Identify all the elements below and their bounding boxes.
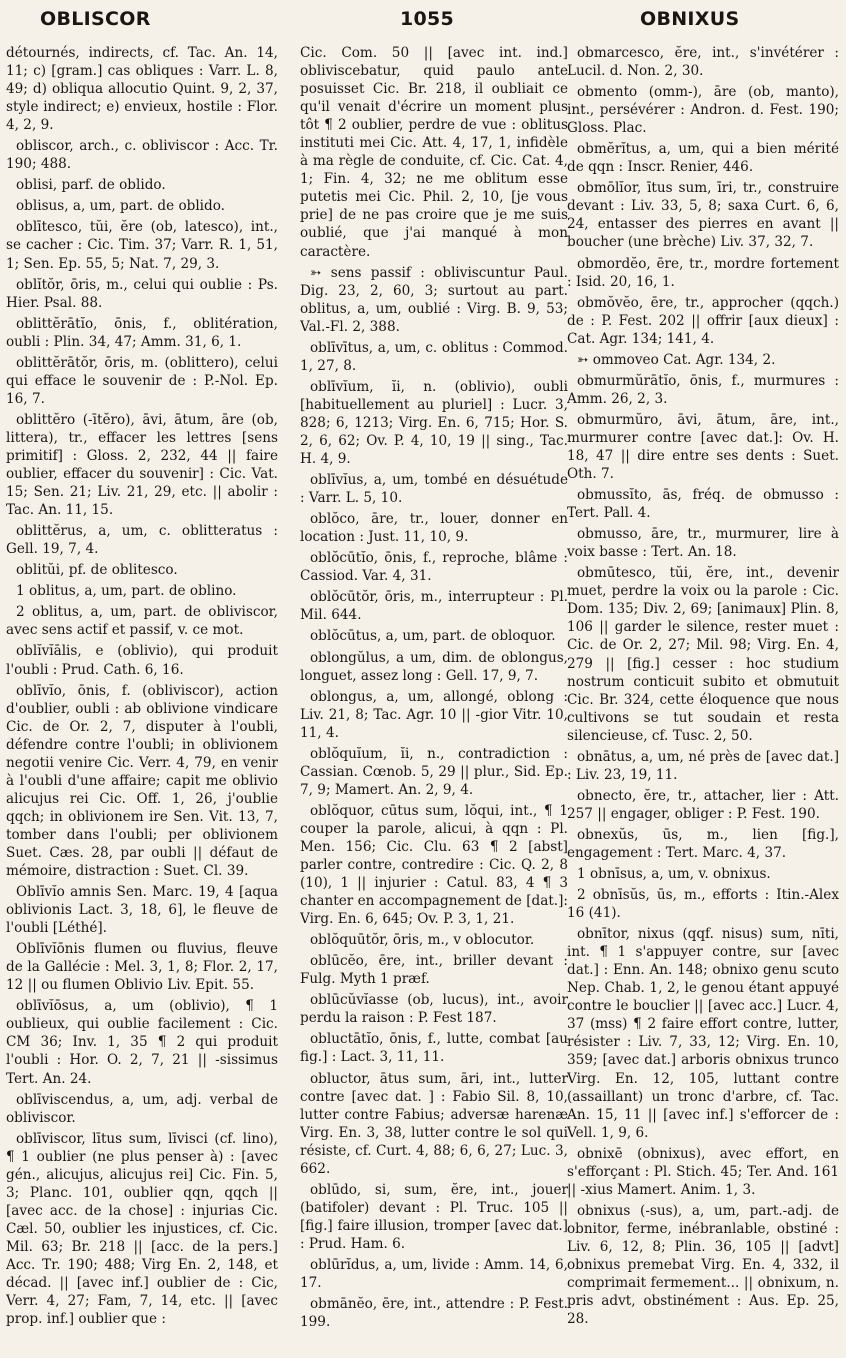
dictionary-entry: oblīviscendus, a, um, adj. verbal de obliviscor. — [6, 1091, 278, 1126]
dictionary-entry: oblŏquĭum, ĭi, n., contradiction : Cassian. Cœnob. 5, 29 || plur., Sid. Ep. 7, 9; Mamert. An. 2, 9, 4. — [300, 745, 568, 798]
dictionary-entry: oblŏquūtŏr, ōris, m., v oblocutor. — [310, 932, 535, 949]
dictionary-entry: Oblīvĭōnis flumen ou fluvius, fleuve de la Gallécie : Mel. 3, 1, 8; Flor. 2, 17, 12 || ou flumen Oblivio Liv. Epit. 55. — [6, 941, 278, 994]
dictionary-entry: obmūtesco, tŭi, ĕre, int., devenir muet, perdre la voix ou la parole : Cic. Dom. 135; Div. 2, 69; [animaux] Plin. 8, 106 || garder le silence, rester muet : Cic. de Or. 2, 27; Mil. 98; Virg. En. 4, 279 || [fig.] cesser : hoc studium nostrum conticuit subito et obmutuit Cic. Br. 324, cette éloquence que nous cultivons se tut soudain et resta silencieuse, cf. Tusc. 2, 50. — [567, 565, 839, 744]
dictionary-entry: obnixē (obnixus), avec effort, en s'efforçant : Pl. Stich. 45; Ter. And. 161 || -xius Mamert. Anim. 1, 3. — [567, 1145, 839, 1198]
dictionary-entry: Cic. Com. 50 || [avec int. ind.] obliviscebatur, quid paulo ante posuisset Cic. Br. 218, il oubliait ce qu'il venait d'écrire un moment plus tôt ¶ 2 oublier, perdre de vue : oblitus instituti mei Cic. Att. 4, 17, 1, infidèle à ma règle de conduite, cf. Cic. Cat. 4, 1; Fin. 4, 32; ne me oblitum esse putetis mei Cic. Phil. 2, 10, [je vous prie] de ne pas croire que je me suis oublié, que j'ai manqué à mon caractère. — [300, 45, 568, 260]
dictionary-entry: oblĭtŏr, ōris, m., celui qui oublie : Ps. Hier. Psal. 88. — [6, 276, 278, 311]
dictionary-entry: ➳ ommoveo Cat. Agr. 134, 2. — [577, 351, 776, 368]
dictionary-entry: oblittĕrus, a, um, c. oblitteratus : Gell. 19, 7, 4. — [6, 523, 278, 558]
dictionary-entry: oblŏquor, cūtus sum, lŏqui, int., ¶ 1 couper la parole, alicui, à qqn : Pl. Men. 156; Cic. Clu. 63 ¶ 2 [abst] parler contre, contredire : Cic. Q. 2, 8 (10), 1 || injurier : Catul. 83, 4 ¶ 3 chanter en accompagnement de [dat.]: Virg. En. 6, 645; Ov. P. 3, 1, 21. — [300, 802, 568, 928]
dictionary-entry: oblŏco, āre, tr., louer, donner en location : Just. 11, 10, 9. — [300, 511, 568, 546]
dictionary-entry: oblisus, a, um, part. de oblido. — [16, 198, 225, 215]
dictionary-entry: obnixus (-sus), a, um, part.-adj. de obnitor, ferme, inébranlable, obstiné : Liv. 6, 12, 8; Plin. 36, 105 || [advt] obnixus premebat Virg. En. 4, 332, il comprimait fermement... || obnixum, n. pris advt, obstinément : Aus. Ep. 25, 28. — [567, 1202, 839, 1328]
dictionary-entry: obluctātĭo, ōnis, f., lutte, combat [au fig.] : Lact. 3, 11, 11. — [300, 1031, 568, 1066]
dictionary-entry: obnexŭs, ūs, m., lien [fig.], engagement : Tert. Marc. 4, 37. — [567, 826, 839, 861]
dictionary-entry: Oblīvĭo amnis Sen. Marc. 19, 4 [aqua oblivionis Lact. 3, 18, 6], le fleuve de l'oubli [Léthé]. — [6, 884, 278, 937]
dictionary-entry: obmordĕo, ēre, tr., mordre fortement : Isid. 20, 16, 1. — [567, 255, 839, 290]
dictionary-entry: obmŏvĕo, ēre, tr., approcher (qqch.) de : P. Fest. 202 || offrir [aux dieux] : Cat. Agr. 134; 141, 4. — [567, 294, 839, 347]
dictionary-entry: oblūcŭvĭasse (ob, lucus), int., avoir perdu la raison : P. Fest 187. — [300, 992, 568, 1027]
dictionary-entry: oblīvĭum, ĭi, n. (oblivio), oubli [habituellement au pluriel] : Lucr. 3, 828; 6, 1213; Virg. En. 6, 715; Hor. S. 2, 6, 62; Ov. P. 4, 10, 19 || sing., Tac. H. 4, 9. — [300, 378, 568, 468]
dictionary-entry: oblŏcūtŏr, ōris, m., interrupteur : Pl. Mil. 644. — [300, 589, 568, 624]
dictionary-entry: obmĕrĭtus, a, um, qui a bien mérité de qqn : Inscr. Renier, 446. — [567, 141, 839, 176]
dictionary-entry: obmurmŭro, āvi, ātum, āre, int., murmurer contre [avec dat.]: Ov. H. 18, 47 || dire entre ses dents : Suet. Oth. 7. — [567, 411, 839, 483]
dictionary-entry: oblittĕro (-ītĕro), āvi, ātum, āre (ob, littera), tr., effacer les lettres [sens primitif] : Gloss. 2, 232, 44 || faire oublier, effacer du souvenir] : Cic. Vat. 15; Sen. 21; Liv. 21, 29, etc. || abolir : Tac. An. 11, 15. — [6, 411, 278, 519]
column-left — [6, 44, 278, 1354]
dictionary-entry: ➳ sens passif : obliviscuntur Paul. Dig. 23, 2, 60, 3; surtout au part. oblitus, a, um, oublié : Virg. B. 9, 53; Val.-Fl. 2, 388. — [300, 264, 568, 335]
running-header — [0, 8, 846, 34]
dictionary-entry: oblongŭlus, a um, dim. de oblongus, longuet, assez long : Gell. 17, 9, 7. — [300, 649, 568, 684]
dictionary-entry: oblongus, a, um, allongé, oblong : Liv. 21, 8; Tac. Agr. 10 || -gior Vitr. 10, 11, 4. — [300, 688, 568, 741]
dictionary-entry: 1 oblitus, a, um, part. de oblino. — [16, 583, 237, 600]
dictionary-entry: obmānĕo, ēre, int., attendre : P. Fest. 199. — [300, 1296, 568, 1331]
dictionary-entry: oblītesco, tŭi, ĕre (ob, latesco), int., se cacher : Cic. Tim. 37; Varr. R. 1, 51, 1; Sen. Ep. 55, 5; Nat. 7, 29, 3. — [6, 219, 278, 272]
dictionary-entry: obmussĭto, ās, fréq. de obmusso : Tert. Pall. 4. — [567, 487, 839, 522]
page-number: 1055 — [400, 8, 455, 30]
dictionary-entry: oblīvĭōsus, a, um (oblivio), ¶ 1 oublieux, qui oublie facilement : Cic. CM 36; Inv. 1, 35 ¶ 2 qui produit l'oubli : Hor. O. 2, 7, 21 || -sissimus Tert. An. 24. — [6, 998, 278, 1087]
dictionary-entry: oblīvĭus, a, um, tombé en désuétude : Varr. L. 5, 10. — [300, 472, 568, 507]
dictionary-entry: obnecto, ĕre, tr., attacher, lier : Att. 257 || engager, obliger : P. Fest. 190. — [567, 787, 839, 822]
dictionary-entry: oblūcĕo, ēre, int., briller devant : Fulg. Myth 1 præf. — [300, 953, 568, 988]
dictionary-entry: 1 obnīsus, a, um, v. obnixus. — [577, 866, 771, 883]
dictionary-entry: oblīvĭo, ōnis, f. (obliviscor), action d'oublier, oubli : ab oblivione vindicare Cic. de Or. 2, 7, disputer à l'oubli, défendre contre l'oubli; in oblivionem negotii venire Cic. Verr. 4, 79, en venir à l'oubli d'une affaire; capit me oblivio alicujus rei Cic. Off. 1, 26, j'oublie qqch; in oblivionem ire Sen. Vit. 13, 7, tomber dans l'oubli; per oblivionem Suet. Cæs. 28, par oubli || défaut de mémoire, distraction : Suet. Cl. 39. — [6, 682, 278, 880]
dictionary-entry: obnātus, a, um, né près de [avec dat.] : Liv. 23, 19, 11. — [567, 748, 839, 783]
dictionary-entry: 2 obnīsŭs, ūs, m., efforts : Itin.-Alex 16 (41). — [567, 887, 839, 922]
dictionary-entry: obluctor, ātus sum, āri, int., lutter contre [avec dat. ] : Fabio Sil. 8, 10, lutter contre Fabius; adversæ harenæ Virg. En. 3, 38, lutter contre le sol qui résiste, cf. Curt. 4, 88; 6, 6, 27; Luc. 3, 662. — [300, 1070, 568, 1177]
dictionary-entry: oblīviscor, lītus sum, līvisci (cf. lino), ¶ 1 oublier (ne plus penser à) : [avec gén., alicujus, alicujus rei] Cic. Fin. 5, 3; Planc. 101, oublier qqn, qqch || [avec acc. de la chose] : injurias Cic. Cæl. 50, oublier les injustices, cf. Cic. Mil. 63; Br. 218 || [acc. de la pers.] Acc. Tr. 190; 488; Virg En. 2, 148, et décad. || [avec inf.] oublier de : Cic, Verr. 4, 27; Fam, 7, 14, etc. || [avec prop. inf.] oublier que : — [6, 1130, 278, 1328]
dictionary-entry: obmurmŭrātĭo, ōnis, f., murmures : Amm. 26, 2, 3. — [567, 372, 839, 407]
dictionary-entry: obnītor, nixus (qqf. nisus) sum, nīti, int. ¶ 1 s'appuyer contre, sur [avec dat.] : Enn. An. 148; obnixo genu scuto Nep. Chab. 1, 2, le genou étant appuyé contre le bouclier || [avec acc.] Lucr. 4, 37 (mss) ¶ 2 faire effort contre, lutter, résister : Liv. 7, 33, 12; Virg. En. 10, 359; [avec dat.] arboris obnixus trunco Virg. En. 12, 105, luttant contre (assaillant) un tronc d'arbre, cf. Tac. An. 15, 11 || [avec inf.] s'efforcer de : Vell. 1, 9, 6. — [567, 926, 839, 1141]
dictionary-entry: obmōlĭor, ītus sum, īri, tr., construire devant : Liv. 33, 5, 8; saxa Curt. 6, 6, 24, entasser des pierres en avant || boucher (une brèche) Liv. 37, 32, 7. — [567, 180, 839, 251]
dictionary-entry: oblūdo, si, sum, ĕre, int., jouer (batifoler) devant : Pl. Truc. 105 || [fig.] faire illusion, tromper [avec dat.] : Prud. Ham. 6. — [300, 1181, 568, 1252]
dictionary-entry: détournés, indirects, cf. Tac. An. 14, 11; c) [gram.] cas obliques : Varr. L. 8, 49; d) obliqua allocutio Quint. 9, 2, 37, style indirect; e) envieux, hostile : Flor. 4, 2, 9. — [6, 45, 278, 134]
dictionary-entry: oblittĕrātĭo, ōnis, f., oblitération, oubli : Plin. 34, 47; Amm. 31, 6, 1. — [6, 315, 278, 350]
dictionary-entry: obmarcesco, ĕre, int., s'invétérer : Lucil. d. Non. 2, 30. — [567, 45, 839, 80]
dictionary-entry: oblŏcūtĭo, ōnis, f., reproche, blâme : Cassiod. Var. 4, 31. — [300, 550, 568, 585]
dictionary-entry: oblūrĭdus, a, um, livide : Amm. 14, 6, 17. — [300, 1257, 568, 1292]
dictionary-entry: obmusso, āre, tr., murmurer, lire à voix basse : Tert. An. 18. — [567, 526, 839, 561]
dictionary-entry: oblīvītus, a, um, c. oblitus : Commod. 1, 27, 8. — [300, 339, 568, 374]
dictionary-entry: oblisi, parf. de oblido. — [16, 177, 166, 194]
header-right-guideword: OBNIXUS — [640, 8, 740, 30]
column-middle — [300, 44, 568, 1354]
dictionary-entry: oblitŭi, pf. de oblitesco. — [16, 562, 178, 579]
header-left-guideword: OBLISCOR — [40, 8, 151, 30]
dictionary-entry: oblĭvĭālis, e (oblivio), qui produit l'oubli : Prud. Cath. 6, 16. — [6, 643, 278, 678]
dictionary-entry: 2 oblitus, a, um, part. de obliviscor, avec sens actif et passif, v. ce mot. — [6, 604, 278, 639]
dictionary-entry: obmento (omm-), āre (ob, manto), int., persévérer : Andron. d. Fest. 190; Gloss. Plac. — [567, 84, 839, 137]
column-right — [567, 44, 839, 1354]
dictionary-entry: oblittĕrātŏr, ōris, m. (oblittero), celui qui efface le souvenir de : P.-Nol. Ep. 16, 7. — [6, 354, 278, 407]
dictionary-entry: obliscor, arch., c. obliviscor : Acc. Tr. 190; 488. — [6, 138, 278, 173]
dictionary-entry: oblŏcūtus, a, um, part. de obloquor. — [310, 628, 556, 645]
